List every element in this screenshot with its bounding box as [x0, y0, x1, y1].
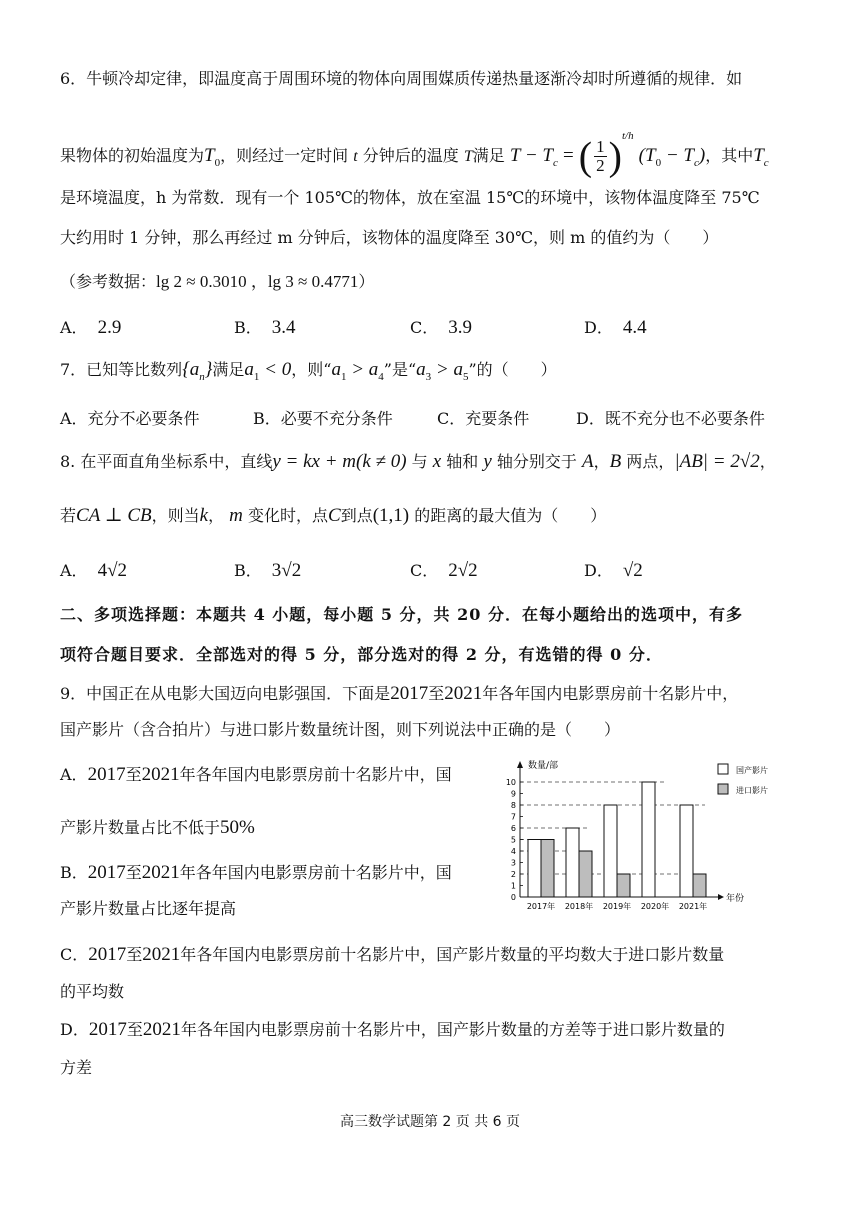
q7-stem: 7．已知等比数列$\{a_n\}$满足$a_1 < 0$，则“$a_1 > a_4$”是“$a_3 > a_5$”的（ ）: [60, 359, 557, 383]
y-tick-label: 0: [510, 893, 516, 902]
bar-imported-2021年: [693, 874, 706, 897]
q6-paren-left: (: [578, 133, 593, 179]
q9-option-b-line2: 产影片数量占比逐年提高: [60, 899, 237, 918]
x-tick-label: 2020年: [640, 902, 670, 911]
q7-a1-condition: $a_1 < 0$: [244, 359, 292, 383]
q6-var-t: t: [353, 148, 358, 165]
bar-domestic-2019年: [604, 805, 617, 897]
q6-formula-rhs: $(T_0 - T_c)$: [638, 145, 706, 169]
q6-text-d: 满足: [472, 146, 505, 165]
q7-option-d[interactable]: D．既不充分也不必要条件: [576, 409, 765, 428]
bar-imported-2017年: [541, 840, 554, 898]
q6-option-d[interactable]: D． 4.4: [584, 317, 647, 338]
q8-line2: 若CA ⊥ CB，则当k， m 变化时，点C到点(1,1) 的距离的最大值为（ ）: [60, 505, 607, 526]
y-tick-label: 3: [510, 858, 516, 868]
q9-option-a-line1[interactable]: A．2017至2021年各年国内电影票房前十名影片中，国: [60, 764, 452, 785]
bar-domestic-2020年: [642, 782, 655, 897]
y-tick-label: 5: [510, 835, 516, 845]
q8-k-condition: (k ≠ 0): [356, 451, 407, 472]
q6-Tc: $T_c$: [753, 145, 769, 169]
q8-ab-length: |AB| = 2√2: [674, 451, 760, 472]
bar-domestic-2021年: [680, 805, 693, 897]
q9-option-b-line1[interactable]: B．2017至2021年各年国内电影票房前十名影片中，国: [60, 862, 452, 883]
q8-option-b[interactable]: B． 3√2: [234, 560, 302, 581]
q8-option-c[interactable]: C． 2√2: [410, 560, 478, 581]
q9-option-a-line2: 产影片数量占比不低于50%: [60, 817, 255, 838]
bar-domestic-2018年: [566, 828, 579, 897]
q6-exponent: t/h: [621, 130, 634, 142]
bar-imported-2019年: [617, 874, 630, 897]
q9-option-d-line2: 方差: [60, 1058, 93, 1077]
x-tick-label: 2021年: [678, 902, 708, 911]
x-tick-label: 2017年: [526, 902, 556, 911]
x-tick-label: 2019年: [602, 902, 632, 911]
legend-label-1: 进口影片: [736, 786, 768, 795]
q7-option-c[interactable]: C．充要条件: [437, 409, 530, 428]
movie-count-bar-chart: [500, 756, 768, 916]
legend-swatch-0: [718, 764, 728, 774]
q6-line5: （参考数据：lg 2 ≈ 0.3010 ，lg 3 ≈ 0.4771）: [60, 272, 375, 291]
bar-imported-2018年: [579, 851, 592, 897]
q6-line1: 6．牛顿冷却定律，即温度高于周围环境的物体向周围媒质传递热量逐渐冷却时所遵循的规律．如: [60, 69, 743, 88]
q6-text-e: ，其中: [705, 146, 754, 165]
q7-cond1: $a_1 > a_4$: [331, 359, 384, 383]
q7-option-a[interactable]: A．充分不必要条件: [60, 409, 200, 428]
q6-formula: $T - T_c$: [509, 145, 558, 169]
q6-line3: 是环境温度，h 为常数．现有一个 105℃的物体，放在室温 15℃的环境中，该物体温度降至 75℃: [60, 188, 760, 207]
y-tick-label: 10: [505, 778, 516, 787]
q8-perpendicular: CA ⊥ CB: [76, 505, 152, 526]
q6-text: 果物体的初始温度为: [60, 146, 205, 165]
page-footer: 高三数学试题第 2 页 共 6 页: [339, 1114, 521, 1130]
q7-cond2: $a_3 > a_5$: [416, 359, 469, 383]
q6-fraction: $\frac{1}{2}$: [596, 137, 605, 175]
q6-ref-data: lg 2 ≈ 0.3010 ，lg 3 ≈ 0.4771: [156, 272, 359, 291]
q6-var-T: T: [463, 148, 473, 165]
q8-line-equation: y = kx + m: [272, 451, 357, 472]
q6-line4: 大约用时 1 分钟，那么再经过 m 分钟后，该物体的温度降至 30℃，则 m 的值约为（ ）: [60, 228, 719, 247]
legend-swatch-1: [718, 784, 728, 794]
q8-point: (1,1): [372, 505, 410, 526]
section2-heading-line2: 项符合题目要求．全部选对的得 5 分，部分选对的得 2 分，有选错的得 0 分．: [60, 645, 663, 664]
y-tick-label: 1: [510, 881, 516, 891]
section2-heading-line1: 二、多项选择题：本题共 4 小题，每小题 5 分，共 20 分．在每小题给出的选项中，有多: [60, 605, 743, 624]
legend-label-0: 国产影片: [736, 766, 768, 775]
q9-line2: 国产影片（含合拍片）与进口影片数量统计图，则下列说法中正确的是（ ）: [60, 720, 621, 739]
q6-text-b: ，则经过一定时间: [220, 146, 349, 165]
q8-option-a[interactable]: A． 4√2: [60, 560, 127, 581]
q7-option-b[interactable]: B．必要不充分条件: [253, 409, 393, 428]
y-tick-label: 8: [510, 801, 516, 810]
q7-sequence: $\{a_n\}$: [182, 359, 213, 383]
y-tick-label: 2: [510, 870, 516, 879]
q6-text-c: 分钟后的温度: [362, 146, 459, 165]
q9-option-d-line1[interactable]: D．2017至2021年各年国内电影票房前十名影片中，国产影片数量的方差等于进口影片数量的: [60, 1019, 725, 1040]
x-tick-label: 2018年: [564, 902, 594, 911]
q9-option-c-line1[interactable]: C．2017至2021年各年国内电影票房前十名影片中，国产影片数量的平均数大于进口影片数量: [60, 944, 725, 965]
y-tick-label: 6: [510, 824, 516, 833]
y-axis-label: 数量/部: [528, 761, 559, 771]
y-tick-label: 9: [510, 789, 516, 799]
y-axis-arrow: [517, 761, 523, 768]
q6-line2: [60, 126, 769, 177]
y-tick-label: 4: [510, 847, 516, 856]
q6-T0: $T_0$: [204, 145, 221, 169]
bar-domestic-2017年: [528, 840, 541, 898]
q6-option-a[interactable]: A． 2.9: [60, 317, 122, 338]
q6-eq: =: [562, 145, 574, 166]
q6-paren-right: ): [608, 133, 622, 179]
y-tick-label: 7: [510, 812, 516, 822]
x-axis-arrow: [718, 894, 724, 900]
q9-line1: 9．中国正在从电影大国迈向电影强国．下面是2017至2021年各年国内电影票房前十名影片中，: [60, 683, 739, 704]
q6-option-c[interactable]: C． 3.9: [410, 317, 472, 338]
q6-option-b[interactable]: B． 3.4: [234, 317, 296, 338]
q9-option-c-line2: 的平均数: [60, 982, 125, 1001]
x-axis-label: 年份: [726, 894, 745, 904]
q8-line1: 8. 在平面直角坐标系中，直线y = kx + m(k ≠ 0) 与 x 轴和 y 轴分别交于 A，B 两点，|AB| = 2√2，: [60, 451, 776, 472]
q8-option-d[interactable]: D． √2: [584, 560, 643, 581]
